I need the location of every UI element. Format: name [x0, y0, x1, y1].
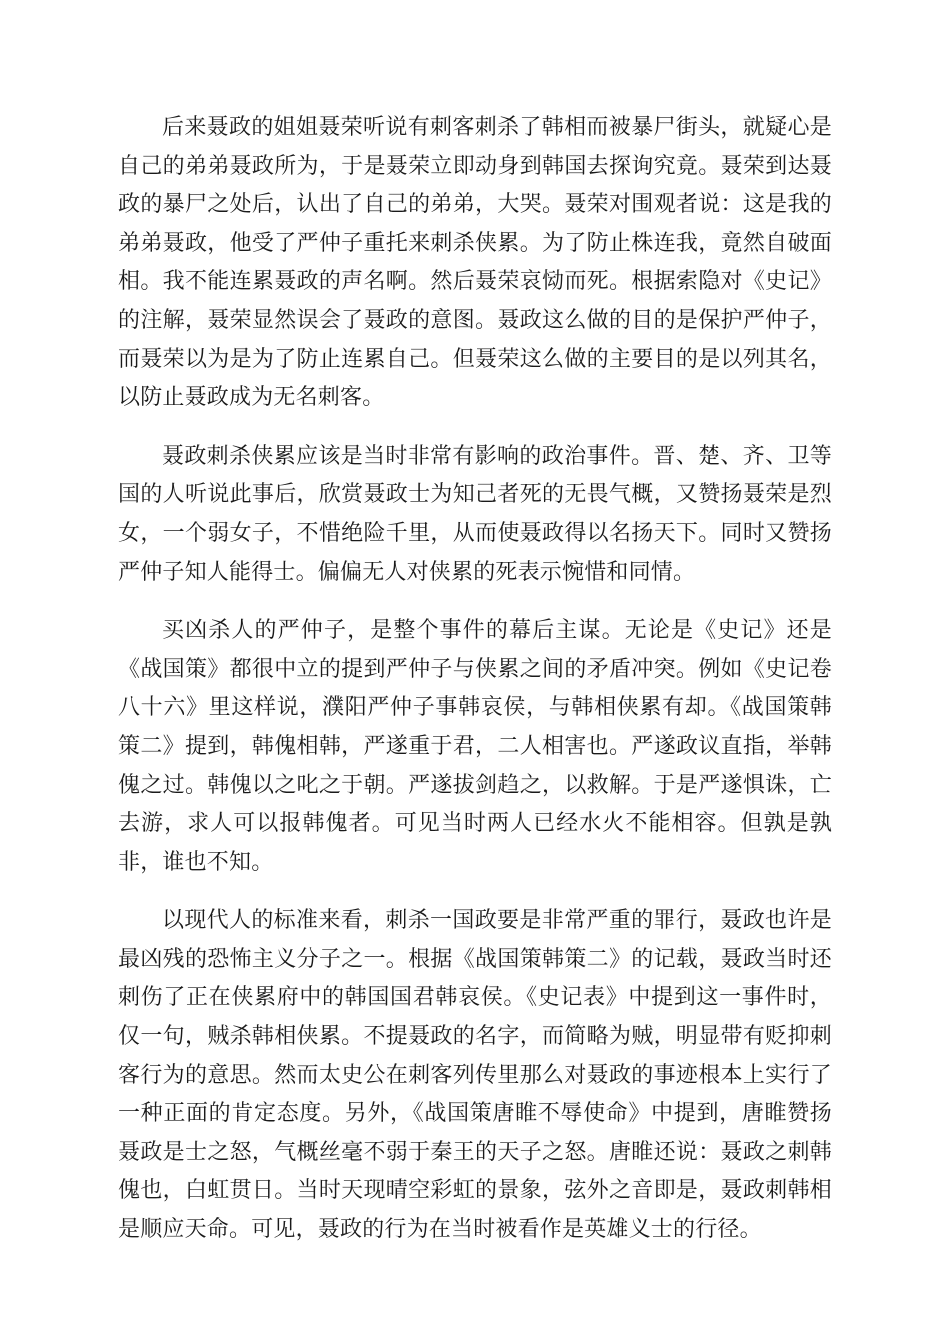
paragraph-political-event: 聂政刺杀侠累应该是当时非常有影响的政治事件。晋、楚、齐、卫等国的人听说此事后，欣赏聂政士为知己者死的无畏气概，又赞扬聂荣是烈女，一个弱女子，不惜绝险千里，从而使聂政得以名扬天下。同时又赞扬严仲子知人能得士。偏偏无人对侠累的死表示惋惜和同情。: [118, 443, 832, 585]
paragraph-modern-view: 以现代人的标准来看，刺杀一国政要是非常严重的罪行，聂政也许是最凶残的恐怖主义分子之一。根据《战国策韩策二》的记载，聂政当时还刺伤了正在侠累府中的韩国国君韩哀侯。《史记表》中提到这一事件时，仅一句，贼杀韩相侠累。不提聂政的名字，而简略为贼，明显带有贬抑刺客行为的意思。然而太史公在刺客列传里那么对聂政的事迹根本上实行了一种正面的肯定态度。另外，《战国策唐睢不辱使命》中提到，唐睢赞扬聂政是士之怒，气概丝毫不弱于秦王的天子之怒。唐睢还说：聂政之刺韩傀也，白虹贯日。当时天现晴空彩虹的景象，弦外之音即是，聂政刺韩相是顺应天命。可见，聂政的行为在当时被看作是英雄义士的行径。: [118, 908, 832, 1243]
document-body: [118, 109, 832, 1270]
paragraph-nie-rong: 后来聂政的姐姐聂荣听说有刺客刺杀了韩相而被暴尸街头，就疑心是自己的弟弟聂政所为，于是聂荣立即动身到韩国去探询究竟。聂荣到达聂政的暴尸之处后，认出了自己的弟弟，大哭。聂荣对围观者说：这是我的弟弟聂政，他受了严仲子重托来刺杀侠累。为了防止株连我，竟然自破面相。我不能连累聂政的声名啊。然后聂荣哀恸而死。根据索隐对《史记》的注解，聂荣显然误会了聂政的意图。聂政这么做的目的是保护严仲子，而聂荣以为是为了防止连累自己。但聂荣这么做的主要目的是以列其名，以防止聂政成为无名刺客。: [118, 115, 832, 411]
paragraph-yan-zhongzi: 买凶杀人的严仲子，是整个事件的幕后主谋。无论是《史记》还是《战国策》都很中立的提到严仲子与侠累之间的矛盾冲突。例如《史记卷八十六》里这样说，濮阳严仲子事韩哀侯，与韩相侠累有却。《战国策韩策二》提到，韩傀相韩，严遂重于君，二人相害也。严遂政议直指，举韩傀之过。韩傀以之叱之于朝。严遂拔剑趋之，以救解。于是严遂惧诛，亡去游，求人可以报韩傀者。可见当时两人已经水火不能相容。但孰是孰非，谁也不知。: [118, 618, 832, 875]
